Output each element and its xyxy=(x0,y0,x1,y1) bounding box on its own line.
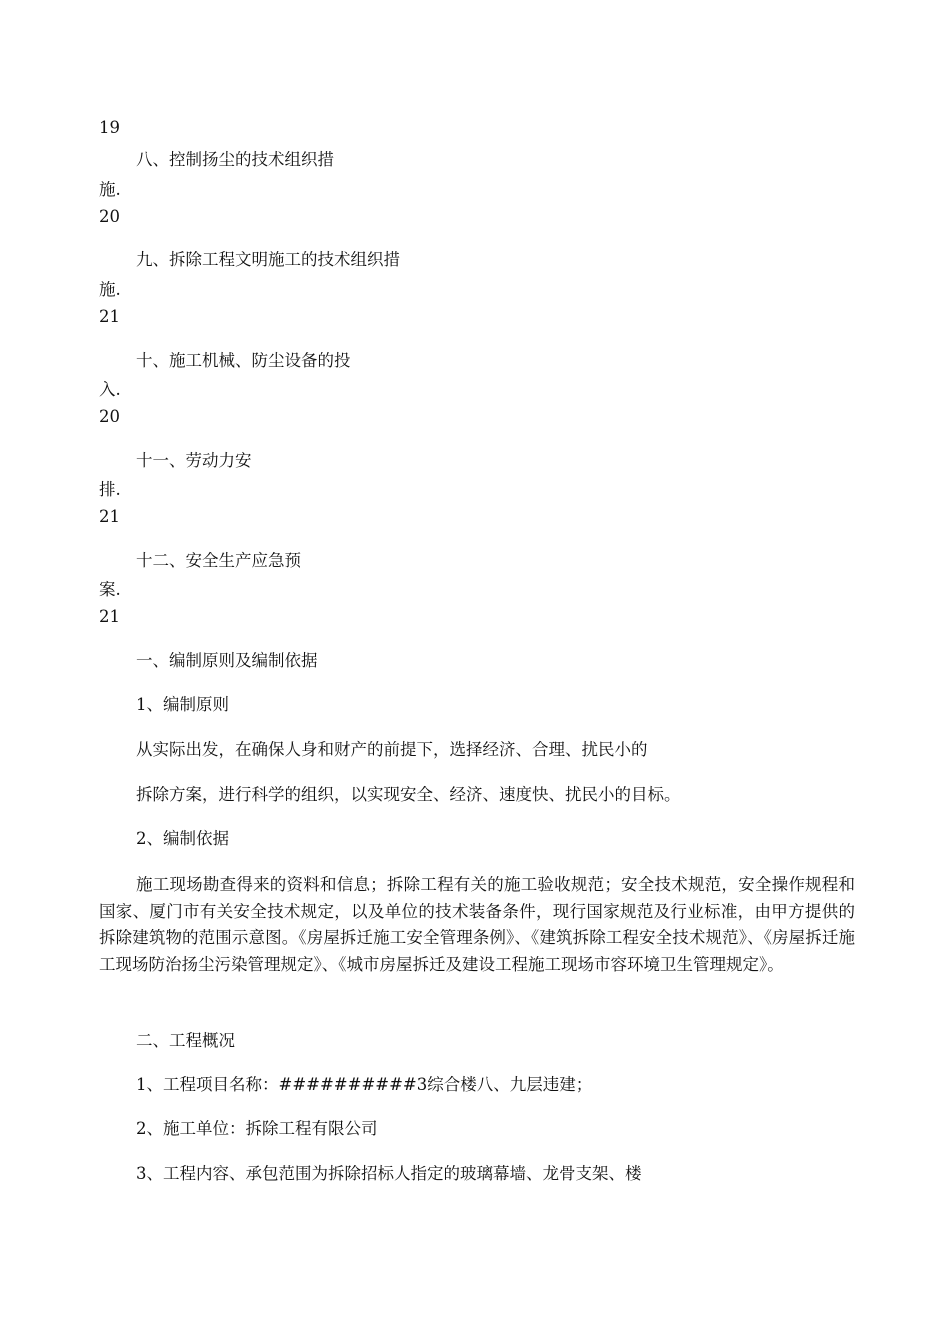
subsection-heading: 2、编制依据 xyxy=(136,829,229,848)
toc-entry-title: 九、拆除工程文明施工的技术组织措 xyxy=(136,250,400,269)
body-text-line: 从实际出发，在确保人身和财产的前提下，选择经济、合理、扰民小的 xyxy=(136,740,648,759)
toc-page-number: 21 xyxy=(99,507,120,526)
toc-entry-title: 八、控制扬尘的技术组织措 xyxy=(136,150,334,169)
subsection-heading: 1、编制原则 xyxy=(136,695,229,714)
toc-entry-title: 十二、安全生产应急预 xyxy=(136,551,301,570)
toc-entry-continuation: 施. xyxy=(99,280,121,299)
toc-entry-continuation: 案. xyxy=(99,580,121,599)
list-item: 2、施工单位：拆除工程有限公司 xyxy=(136,1119,378,1138)
toc-entry-continuation: 入. xyxy=(99,380,121,399)
list-item: 3、工程内容、承包范围为拆除招标人指定的玻璃幕墙、龙骨支架、楼 xyxy=(136,1164,642,1183)
section-heading: 二、工程概况 xyxy=(136,1031,235,1050)
list-item: 1、工程项目名称：##########3综合楼八、九层违建； xyxy=(136,1075,593,1094)
body-paragraph: 施工现场勘查得来的资料和信息；拆除工程有关的施工验收规范；安全技术规范，安全操作规程和国家、厦门市有关安全技术规定，以及单位的技术装备条件，现行国家规范及行业标准，由甲方提供的拆除建筑物的范围示意图。《房屋拆迁施工安全管理条例》、《建筑拆除工程安全技术规范》、《房屋拆迁施工现场防治扬尘污染管理规定》、《城市房屋拆迁及建设工程施工现场市容环境卫生管理规定》。 xyxy=(99,875,855,974)
toc-page-number: 21 xyxy=(99,607,120,626)
toc-page-number: 21 xyxy=(99,307,120,326)
toc-page-number: 19 xyxy=(99,118,120,137)
toc-page-number: 20 xyxy=(99,207,120,226)
toc-entry-continuation: 施. xyxy=(99,180,121,199)
toc-entry-title: 十一、劳动力安 xyxy=(136,451,252,470)
toc-entry-continuation: 排. xyxy=(99,480,121,499)
toc-page-number: 20 xyxy=(99,407,120,426)
section-heading: 一、编制原则及编制依据 xyxy=(136,651,318,670)
body-text-line: 拆除方案，进行科学的组织，以实现安全、经济、速度快、扰民小的目标。 xyxy=(136,785,681,804)
toc-entry-title: 十、施工机械、防尘设备的投 xyxy=(136,351,351,370)
